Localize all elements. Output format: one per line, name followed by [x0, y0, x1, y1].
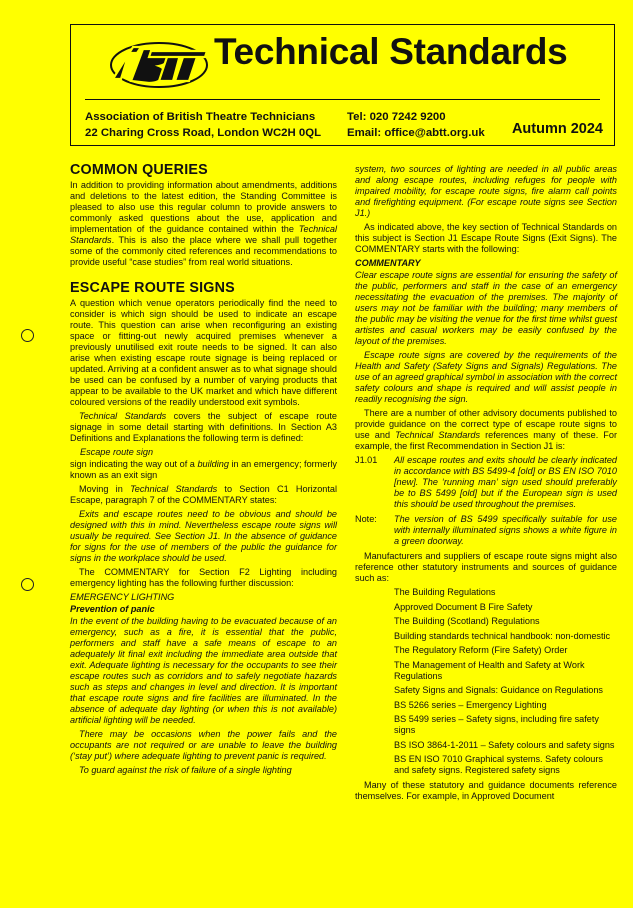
- note-label: Note:: [355, 514, 377, 524]
- contact-block: [347, 109, 485, 141]
- recommendation-label: J1.01: [355, 455, 378, 465]
- escape-paragraph-3: [70, 484, 337, 506]
- left-column: [70, 162, 337, 779]
- contact-tel: Tel: 020 7242 9200: [347, 111, 446, 123]
- list-item: The Management of Health and Safety at Work Regulations: [394, 659, 585, 681]
- text-run: . This is also the place where we shall pull together some of the commonly cited references and recommendations to provide useful “case studies” from real world situations.: [70, 235, 337, 267]
- right-paragraph-2: As indicated above, the key section of Technical Standards on this subject is Section J1 Escape Route Signs (Exit Signs). The COMMENTARY starts with the following:: [355, 222, 617, 254]
- list-item: BS EN ISO 7010 Graphical systems. Safety colours and safety signs. Registered safety signs: [394, 754, 603, 775]
- list-item: BS 5499 series – Safety signs, including fire safety signs: [394, 714, 599, 735]
- guidance-list: [394, 587, 617, 776]
- text-run-italic: building: [197, 459, 229, 469]
- right-paragraph-7: Many of these statutory and guidance documents reference themselves. For example, in Approved Document: [355, 780, 617, 801]
- common-queries-heading: COMMON QUERIES: [70, 162, 208, 178]
- escape-heading: ESCAPE ROUTE SIGNS: [70, 280, 235, 296]
- right-column: [355, 164, 617, 805]
- list-item: BS ISO 3864-1-2011 – Safety colours and safety signs: [394, 739, 615, 750]
- note-text: The version of BS 5499 specifically suitable for use with internally illuminated signs shows a white figure in a green doorway.: [394, 514, 617, 546]
- escape-paragraph-7: There may be occasions when the power fails and the occupants are not required or are unable to leave the building (‘stay put’) where adequate lighting to prevent panic is required.: [70, 729, 337, 761]
- escape-paragraph-6: In the event of the building having to be evacuated because of an emergency, such as a fire, it is essential that the public, performers and staff have a safe means of escape to an adequately lit final exit including the immediate area outside that exit. Adequate lighting is necessary for the occupants to see their escape routes such as corridors and to safely negotiate hazards such as steps and changes in level and direction. It is important that escape route signs and fire facilities are illuminated. In the absence of adequate day lighting (or when this is not available) artificial lighting will be needed.: [70, 616, 337, 725]
- org-name: Association of British Theatre Technicians: [85, 111, 316, 123]
- punch-hole-top: [21, 329, 34, 342]
- right-paragraph-3: Clear escape route signs are essential for ensuring the safety of the public, performers and staff in the case of an emergency necessitating the evacuation of the premises. The majority of users may not be familiar with the building; many members of the public may be visiting the venue for the first time whilst guest artistes and casual workers may be easily confused by the layout of the premises.: [355, 270, 617, 346]
- list-item: The Regulatory Reform (Fire Safety) Order: [394, 645, 568, 655]
- list-item: Safety Signs and Signals: Guidance on Regulations: [394, 685, 603, 695]
- org-address: 22 Charing Cross Road, London WC2H 0QL: [85, 127, 322, 139]
- list-item: Building standards technical handbook: non-domestic: [394, 630, 611, 641]
- list-item: The Building (Scotland) Regulations: [394, 616, 540, 626]
- list-item: BS 5266 series – Emergency Lighting: [394, 699, 547, 710]
- issue-label: Autumn 2024: [511, 121, 603, 137]
- definition-text: [70, 459, 337, 481]
- right-paragraph-6: Manufacturers and suppliers of escape route signs might also reference other statutory instruments and sources of guidance such as:: [355, 551, 617, 583]
- punch-hole-bottom: [21, 578, 34, 591]
- text-run-italic: Technical Standards: [70, 224, 337, 245]
- text-run: There are a number of other advisory documents published to provide guidance on the correct type of escape route signs to use and: [355, 408, 617, 440]
- text-run: references many of these. For example, the first Recommendation in Section J1 is:: [355, 430, 617, 451]
- list-item: Approved Document B Fire Safety: [394, 601, 533, 612]
- escape-paragraph-4: Exits and escape routes need to be obvious and should be designed with this in mind. Nevertheless escape route signs will usually be required. See Section J1. In the absence of guidance for signs for the use of members of the public the guidance for signs in the workplace should be used.: [70, 509, 337, 563]
- abtt-logo: [107, 39, 211, 91]
- recommendation-text: All escape routes and exits should be clearly indicated in accordance with BS 5499-4 [old] or BS EN ISO 7010 [new]. The ‘running man’ sign used should preferably be to BS 5499 [old] but if the European sign is used this should be used throughout the premises.: [394, 455, 617, 509]
- text-run: In addition to providing information about amendments, additions and deletions to the latest edition, the Standing Committee is pleased to also use this regular column to provide answers to commonly asked questions about the use, application and implementation of the guidance contained within the: [70, 180, 337, 234]
- escape-paragraph-5: The COMMENTARY for Section F2 Lighting including emergency lighting has the following further discussion:: [70, 567, 337, 588]
- common-queries-paragraph: [70, 180, 337, 268]
- list-item: The Building Regulations: [394, 587, 496, 597]
- escape-paragraph-8: To guard against the risk of failure of a single lighting: [79, 765, 292, 775]
- masthead-rule: [85, 99, 600, 100]
- text-run: sign indicating the way out of a: [70, 459, 198, 469]
- text-run-italic: Technical Standards: [395, 430, 481, 440]
- contact-email: Email: office@abtt.org.uk: [347, 127, 485, 139]
- right-paragraph-4: Escape route signs are covered by the requirements of the Health and Safety (Safety Signs and Signals) Regulations. The use of an agreed graphical symbol in association with the correct safety colours and shape is required and will assist people in readily recognising the sign.: [355, 350, 617, 404]
- masthead: [70, 24, 615, 146]
- escape-paragraph-1: A question which venue operators periodically find the need to consider is which sign should be used to indicate an escape route. This question can arise when reconfiguring an existing space or fitting-out newly acquired premises whenever a previously unutilised exit route needs to be signed. It can also arise when existing escape route signage is being replaced or updated. Arriving at a confident answer as to what signage should be used can be confused by a number of varying products that appear to be available to the UK market and which have different coloured versions of the readily understood exit symbols.: [70, 298, 337, 407]
- text-run: to Section C1 Horizontal Escape, paragraph 7 of the COMMENTARY states:: [70, 484, 337, 505]
- escape-paragraph-2: [70, 411, 337, 444]
- text-run: Moving in: [79, 484, 131, 494]
- text-run-italic: Technical Standards: [130, 484, 218, 494]
- right-paragraph-1: system, two sources of lighting are needed in all public areas and along escape routes, including refuges for people with impaired mobility, for escape route signs, fire alarm call points and firefighting equipment. (For escape route signs see Section J1.): [355, 164, 617, 218]
- commentary-subheading: COMMENTARY: [355, 258, 421, 268]
- right-paragraph-5: [355, 408, 617, 452]
- recommendation-note: [355, 514, 617, 547]
- prevention-of-panic-subheading: Prevention of panic: [70, 604, 155, 614]
- text-run-italic: Technical Standards: [79, 411, 167, 421]
- emergency-lighting-subheading: EMERGENCY LIGHTING: [70, 592, 175, 602]
- org-block: [85, 109, 321, 141]
- masthead-title: Technical Standards: [214, 31, 568, 72]
- text-run: covers the subject of escape route signage in some detail starting with definitions. In Section A3 Definitions and Explanations the following term is defined:: [70, 411, 337, 443]
- text-run: in an emergency; formerly known as an exit sign: [70, 459, 337, 480]
- recommendation-j1-01: [355, 455, 617, 510]
- definition-term: Escape route sign: [80, 447, 154, 457]
